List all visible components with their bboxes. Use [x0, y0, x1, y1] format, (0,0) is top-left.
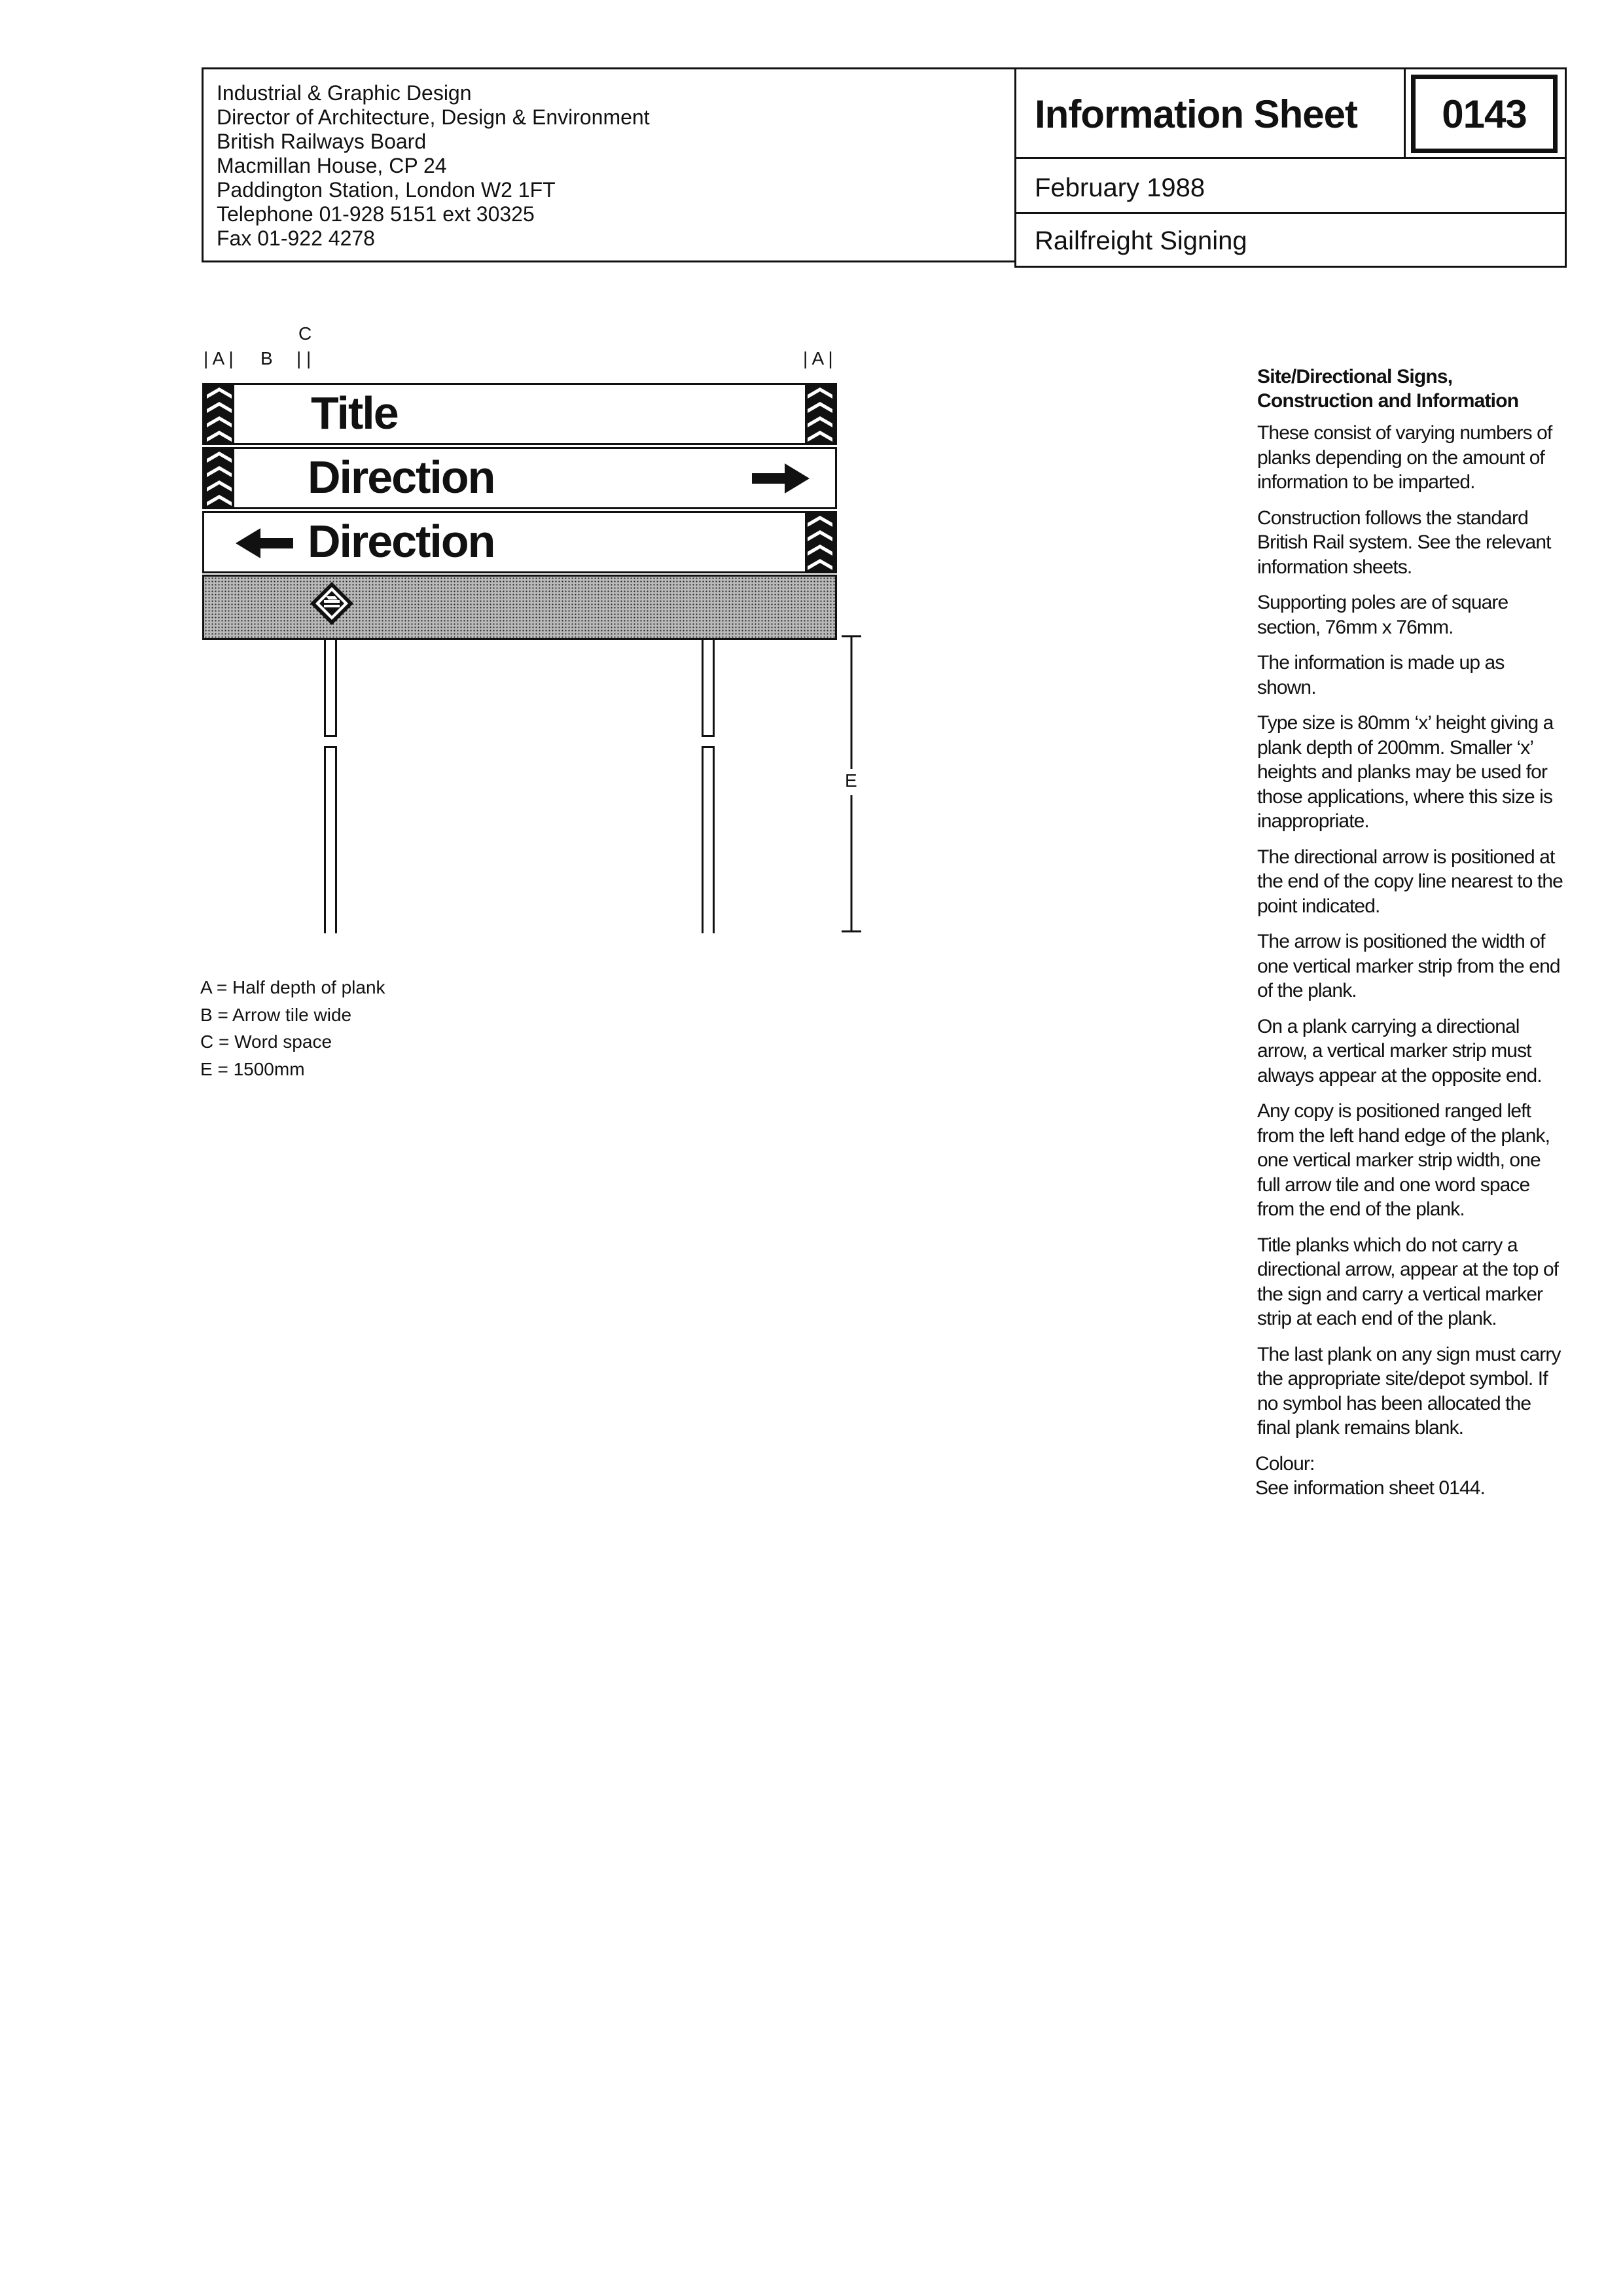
- marker-strip-left: [204, 385, 234, 443]
- sheet-number: 0143: [1411, 75, 1558, 153]
- plank-direction-text: Direction: [308, 452, 495, 503]
- info-paragraph: Construction follows the standard British Rail system. See the relevant information sheets.: [1257, 507, 1551, 578]
- dimension-c: C: [298, 323, 312, 344]
- info-paragraph: The directional arrow is positioned at the end of the copy line nearest to the point indicated.: [1257, 846, 1563, 917]
- sheet-date: February 1988: [1035, 173, 1205, 202]
- railfreight-depot-symbol-icon: [309, 581, 355, 626]
- dimension-c-bars: | |: [296, 348, 312, 368]
- dimension-a-right: | A |: [803, 348, 833, 368]
- support-pole-left-lower: [324, 746, 337, 933]
- address-line: Paddington Station, London W2 1FT: [217, 178, 556, 202]
- plank-title-text: Title: [311, 387, 398, 439]
- legend-item: A = Half depth of plank: [200, 977, 385, 997]
- information-column: [1257, 365, 1565, 1501]
- colour-reference: See information sheet 0144.: [1255, 1477, 1485, 1499]
- sheet-info-block: [1014, 67, 1567, 268]
- info-paragraph: Type size is 80mm ‘x’ height giving a plank depth of 200mm. Smaller ‘x’ heights and planks may be used for those applications, where this size is inappropriate.: [1257, 712, 1554, 832]
- sheet-subject: Railfreight Signing: [1035, 226, 1247, 255]
- marker-strip-left: [204, 449, 234, 507]
- address-line: Fax 01-922 4278: [217, 226, 375, 250]
- direction-left-plank: [202, 511, 837, 573]
- info-paragraph: These consist of varying numbers of planks depending on the amount of information to be imparted.: [1257, 422, 1552, 493]
- legend-item: C = Word space: [200, 1031, 332, 1052]
- dimension-b: B: [260, 348, 273, 368]
- marker-strip-right: [805, 385, 835, 443]
- section-heading-line: Site/Directional Signs,: [1257, 366, 1453, 387]
- dimension-legend: [200, 974, 385, 1083]
- site-symbol-plank: [202, 575, 837, 640]
- legend-item: E = 1500mm: [200, 1058, 305, 1079]
- section-heading: [1257, 365, 1565, 413]
- dimension-a-left: | A |: [204, 348, 234, 368]
- arrow-right-icon: [752, 463, 810, 493]
- sheet-title: Information Sheet: [1035, 92, 1358, 136]
- arrow-left-icon: [236, 528, 293, 558]
- marker-strip-right: [805, 513, 835, 571]
- info-paragraph: The information is made up as shown.: [1257, 652, 1505, 698]
- sheet-date-cell: [1016, 159, 1565, 214]
- info-paragraph: Any copy is positioned ranged left from the left hand edge of the plank, one vertical marker strip width, one full arrow tile and one word space from the end of the plank.: [1257, 1100, 1550, 1220]
- address-line: British Railways Board: [217, 130, 427, 153]
- info-paragraph: On a plank carrying a directional arrow, a vertical marker strip must always appear at the opposite end.: [1257, 1015, 1542, 1086]
- info-paragraph: The arrow is positioned the width of one vertical marker strip from the end of the plank.: [1257, 931, 1560, 1001]
- info-paragraph: The last plank on any sign must carry the appropriate site/depot symbol. If no symbol has been allocated the final plank remains blank.: [1257, 1343, 1561, 1439]
- address-line: Director of Architecture, Design & Environment: [217, 105, 650, 129]
- support-pole-right-upper: [702, 640, 715, 737]
- support-pole-right-lower: [702, 746, 715, 933]
- address-block: [202, 67, 1016, 262]
- colour-label: Colour:: [1255, 1452, 1315, 1475]
- colour-note: [1255, 1452, 1565, 1501]
- direction-right-plank: [202, 447, 837, 509]
- address-line: Macmillan House, CP 24: [217, 154, 447, 177]
- support-pole-left-upper: [324, 640, 337, 737]
- sheet-title-cell: [1016, 69, 1406, 159]
- address-line: Industrial & Graphic Design: [217, 81, 472, 105]
- title-plank: [202, 383, 837, 445]
- address-line: Telephone 01-928 5151 ext 30325: [217, 202, 535, 226]
- section-heading-line: Construction and Information: [1257, 390, 1519, 412]
- sheet-number-cell: [1406, 69, 1565, 159]
- info-paragraph: Title planks which do not carry a directional arrow, appear at the top of the sign and carry a vertical marker strip at each end of the plank.: [1257, 1234, 1559, 1329]
- legend-item: B = Arrow tile wide: [200, 1004, 352, 1025]
- plank-direction-text: Direction: [308, 516, 495, 567]
- dimension-e: E: [845, 770, 857, 791]
- info-paragraph: Supporting poles are of square section, 76mm x 76mm.: [1257, 592, 1508, 638]
